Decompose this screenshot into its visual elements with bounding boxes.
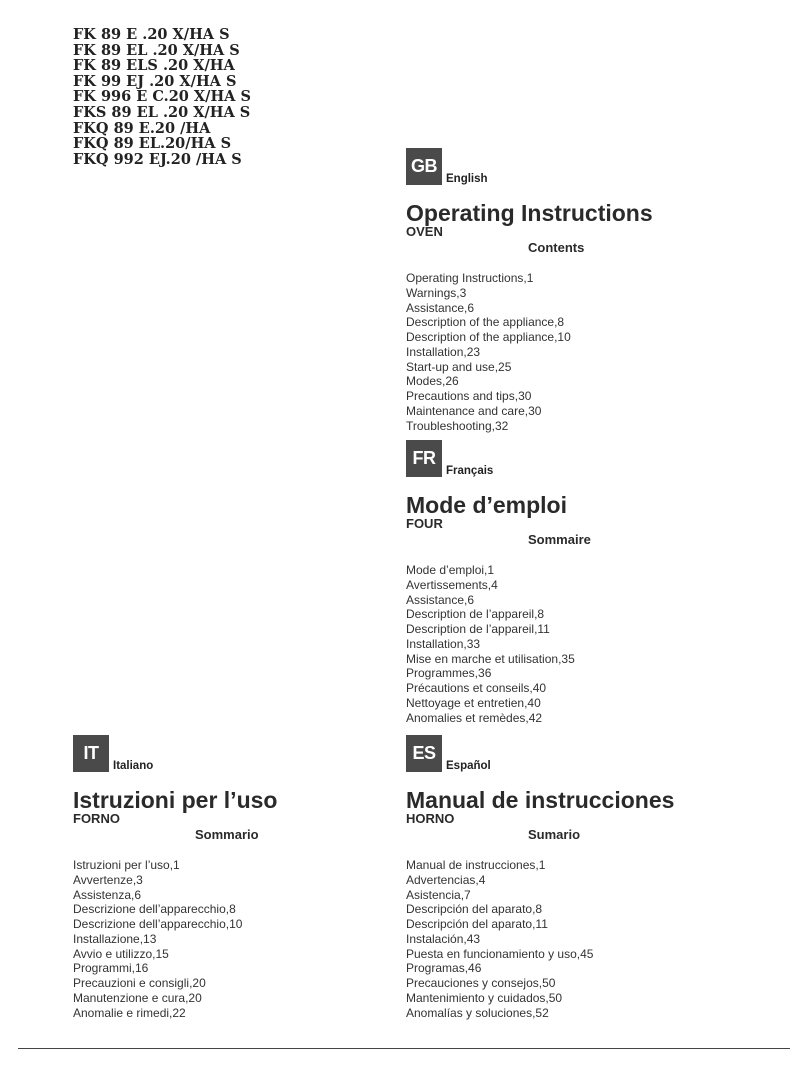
model-number: FKS 89 EL .20 X/HA S [73,103,251,121]
toc-item: Descripción del aparato,8 [406,902,543,917]
toc-item: Precautions and tips,30 [406,389,532,403]
language-code-badge: IT [73,735,109,772]
model-number: FKQ 89 E.20 /HA [73,119,211,137]
toc-item: Avvertenze,3 [73,872,143,887]
model-number: FK 996 E C.20 X/HA S [73,88,251,106]
toc-item: Advertencias,4 [406,872,486,887]
model-number: FKQ 89 EL.20/HA S [73,135,232,153]
section-italian [73,735,413,1020]
toc-item: Description de l’appareil,8 [406,607,545,622]
toc-item: Description of the appliance,10 [406,330,571,344]
language-header [406,735,746,772]
model-number: FK 89 ELS .20 X/HA [73,57,235,75]
toc-item: Instalación,43 [406,931,481,946]
toc-item: Descrizione dell’apparecchio,10 [73,917,243,931]
toc-item: Assistenza,6 [73,887,142,902]
section-title: Istruzioni per l’uso [73,787,278,813]
language-header [406,148,746,185]
model-number: FK 99 EJ .20 X/HA S [73,72,237,90]
appliance-label: FOUR [406,516,443,531]
toc-item: Assistance,6 [406,592,475,607]
toc-item: Asistencia,7 [406,887,471,902]
table-of-contents [406,858,746,1020]
toc-item: Puesta en funcionamiento y uso,45 [406,946,594,961]
table-of-contents [73,858,413,1020]
toc-item: Start-up and use,25 [406,359,512,374]
table-of-contents [406,563,746,725]
section-french [406,440,746,725]
language-code-badge: ES [406,735,442,772]
footer-divider [18,1048,790,1049]
toc-item: Anomalies et remèdes,42 [406,710,543,725]
toc-item: Assistance,6 [406,300,475,315]
toc-item: Precauciones y consejos,50 [406,976,556,990]
toc-item: Nettoyage et entretien,40 [406,695,541,710]
toc-item: Description de l’appareil,11 [406,622,550,636]
table-of-contents [406,271,746,433]
toc-item: Anomalías y soluciones,52 [406,1005,549,1020]
contents-heading: Sommaire [528,532,591,547]
toc-item: Warnings,3 [406,285,467,300]
toc-item: Manutenzione e cura,20 [73,990,202,1005]
toc-item: Mise en marche et utilisation,35 [406,651,575,666]
language-code-badge: FR [406,440,442,477]
section-title: Operating Instructions [406,200,653,226]
toc-item: Operating Instructions,1 [406,271,534,285]
model-list [73,27,251,167]
toc-item: Istruzioni per l’uso,1 [73,858,180,872]
toc-item: Descripción del aparato,11 [406,917,548,931]
model-number: FKQ 992 EJ.20 /HA S [73,150,242,168]
language-header [73,735,413,772]
language-name: Français [446,465,494,477]
language-header [406,440,746,477]
toc-item: Maintenance and care,30 [406,403,542,418]
toc-item: Avvio e utilizzo,15 [73,946,169,961]
toc-item: Installation,33 [406,636,481,651]
toc-item: Anomalie e rimedi,22 [73,1005,186,1020]
toc-item: Manual de instrucciones,1 [406,858,546,872]
language-name: Italiano [113,760,154,772]
section-title: Manual de instrucciones [406,787,675,813]
toc-item: Mode d’emploi,1 [406,563,495,577]
language-code-badge: GB [406,148,442,185]
toc-item: Programmes,36 [406,666,492,681]
contents-heading: Sumario [528,827,581,842]
contents-heading: Sommario [195,827,259,842]
contents-heading: Contents [528,240,585,255]
model-number: FK 89 EL .20 X/HA S [73,41,240,59]
toc-item: Avertissements,4 [406,577,498,592]
language-name: Español [446,760,491,772]
appliance-label: OVEN [406,224,443,239]
toc-item: Precauzioni e consigli,20 [73,976,206,990]
toc-item: Programmi,16 [73,961,149,976]
section-spanish [406,735,746,1020]
toc-item: Programas,46 [406,961,482,976]
toc-item: Installazione,13 [73,931,157,946]
appliance-label: FORNO [73,811,120,826]
section-english [406,148,746,433]
language-name: English [446,173,488,185]
toc-item: Installation,23 [406,344,481,359]
toc-item: Descrizione dell’apparecchio,8 [73,902,236,917]
model-number: FK 89 E .20 X/HA S [73,26,230,43]
toc-item: Modes,26 [406,374,459,389]
section-title: Mode d’emploi [406,492,567,518]
toc-item: Précautions et conseils,40 [406,681,547,695]
toc-item: Description of the appliance,8 [406,315,565,330]
toc-item: Troubleshooting,32 [406,418,509,433]
toc-item: Mantenimiento y cuidados,50 [406,990,563,1005]
appliance-label: HORNO [406,811,455,826]
